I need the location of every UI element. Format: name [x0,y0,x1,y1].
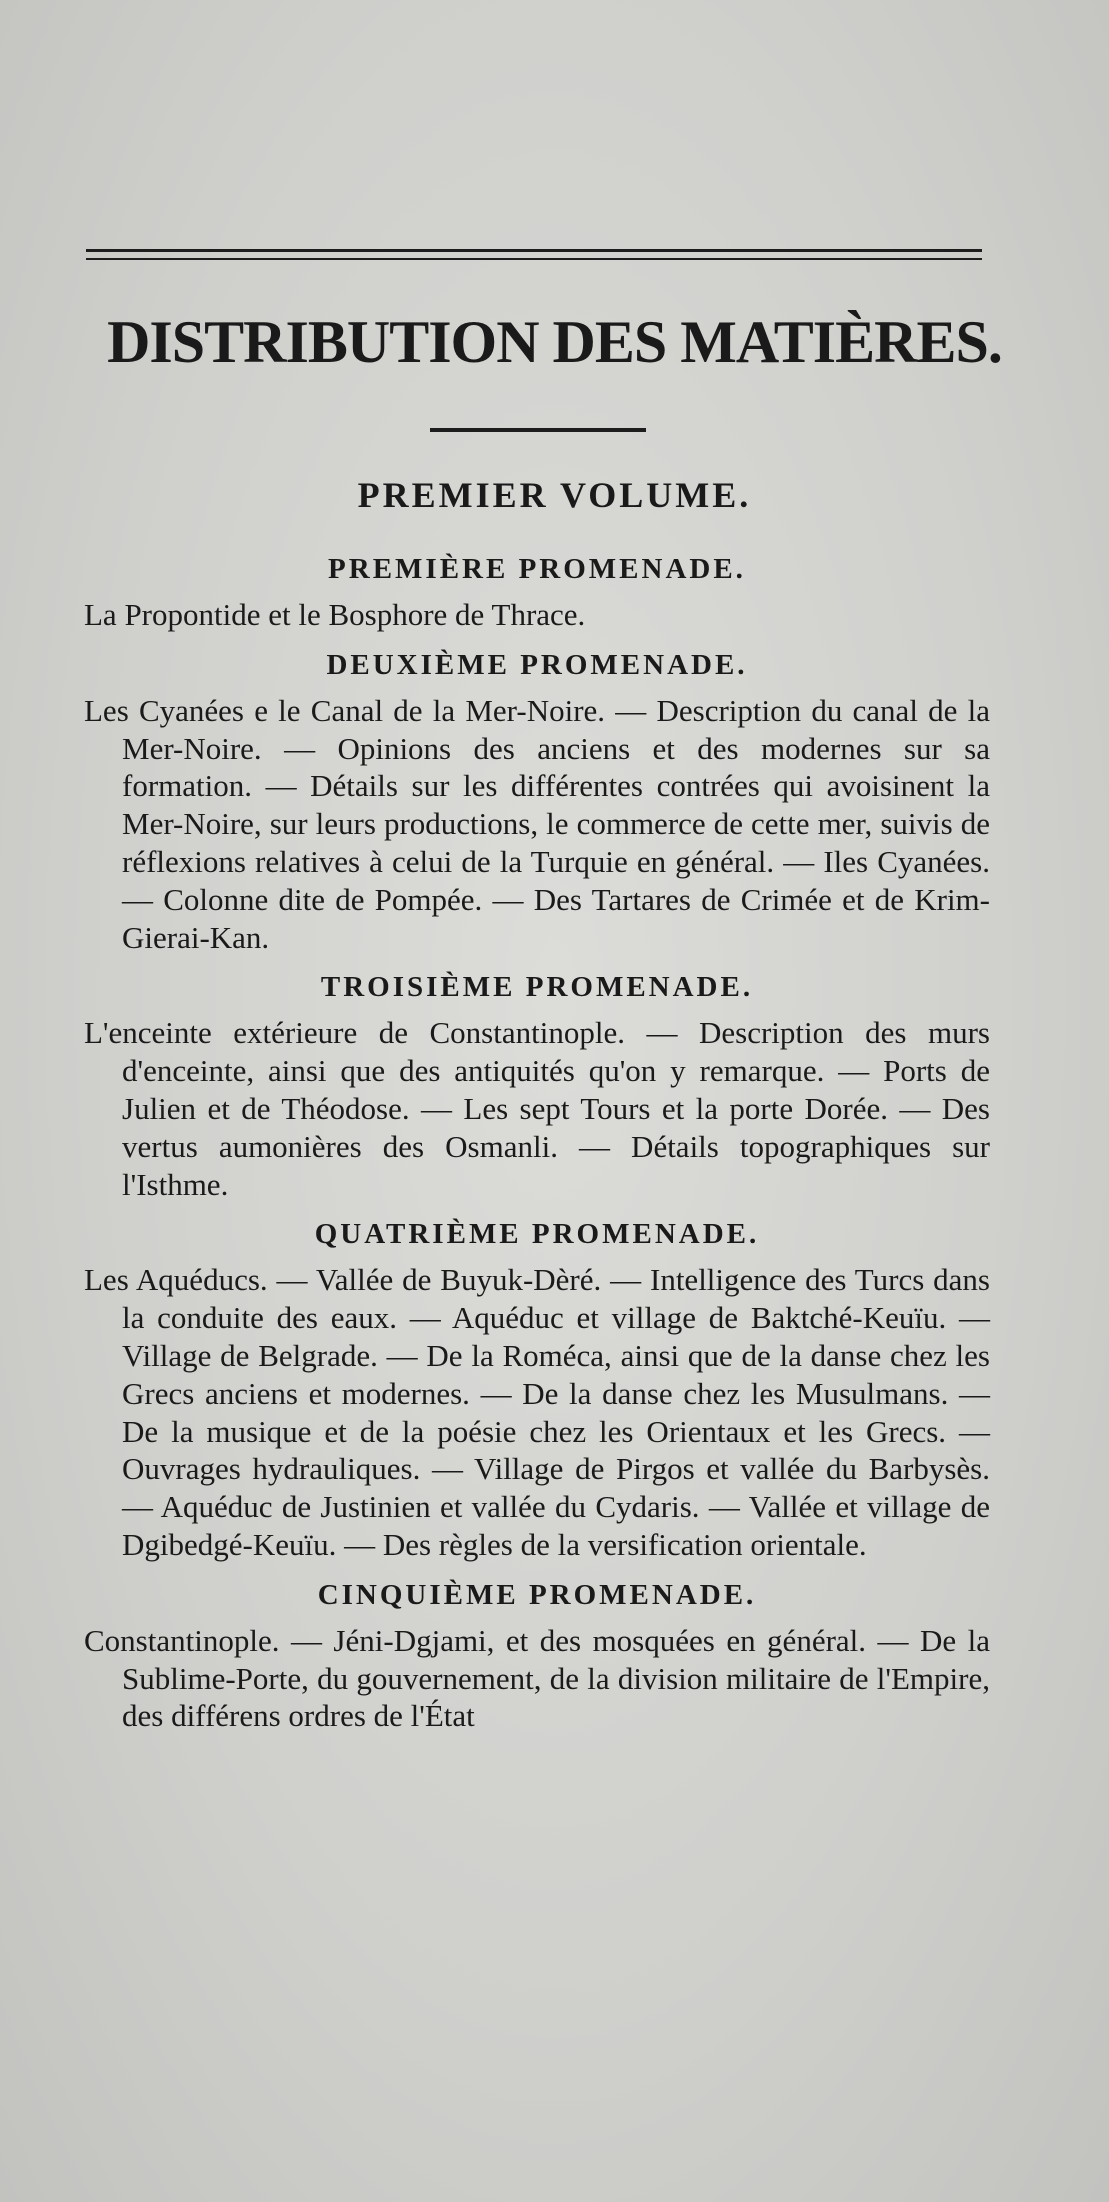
section-text: La Propontide et le Bosphore de Thrace. [84,597,586,632]
page-title: DISTRIBUTION DES MATIÈRES. [107,309,1002,375]
section-heading: TROISIÈME PROMENADE. [320,971,754,1004]
section-text: Les Aquéducs. — Vallée de Buyuk-Dèré. — Intelligence des Turcs dans la conduite des eaux. — Aquéduc et village de Baktché-Keuïu. — Village de Belgrade. — De la Roméca, ainsi que de la danse chez les Grecs anciens et modernes. — De la danse chez les Musulmans. — De la musique et de la poésie chez les Orientaux et les Grecs. — Ouvrages hydrauliques. — Village de Pirgos et vallée du Barbysès. — Aquéduc de Justinien et vallée du Cydaris. — Vallée et village de Dgibedgé-Keuïu. — Des règles de la versification orientale. [84,1262,990,1562]
top-rule-thin [86,258,982,260]
section-heading: PREMIÈRE PROMENADE. [328,553,746,585]
section-premiere-promenade [84,546,990,634]
section-heading: QUATRIÈME PROMENADE. [314,1218,760,1251]
section-text: Constantinople. — Jéni-Dgjami, et des mosquées en général. — De la Sublime-Porte, du gouvernement, de la division militaire de l'Empire, des différens ordres de l'État [84,1622,990,1734]
section-cinquieme-promenade [84,1572,990,1735]
section-heading: CINQUIÈME PROMENADE. [317,1578,757,1611]
section-text: Les Cyanées e le Canal de la Mer-Noire. — Description du canal de la Mer-Noire. — Opinions des anciens et des modernes sur sa formation. — Détails sur les différentes contrées qui avoisinent la Mer-Noire, sur leurs productions, le commerce de cette mer, suivis de réflexions relatives à celui de la Turquie en général. — Iles Cyanées. — Colonne dite de Pompée. — Des Tartares de Crimée et de Krim-Gierai-Kan. [84,692,990,955]
section-deuxieme-promenade [84,642,990,957]
volume-heading: PREMIER VOLUME. [357,475,752,515]
top-rule-thick [86,249,982,252]
table-of-contents [84,546,990,1743]
section-text: L'enceinte extérieure de Constantinople. — Description des murs d'enceinte, ainsi que des antiquités qu'on y remarque. — Ports de Julien et de Théodose. — Les sept Tours et la porte Dorée. — Des vertus aumonières des Osmanli. — Détails topographiques sur l'Isthme. [84,1015,990,1202]
section-troisieme-promenade [84,964,990,1203]
section-quatrieme-promenade [84,1211,990,1563]
section-heading: DEUXIÈME PROMENADE. [326,648,748,681]
title-underline-rule [430,428,646,432]
